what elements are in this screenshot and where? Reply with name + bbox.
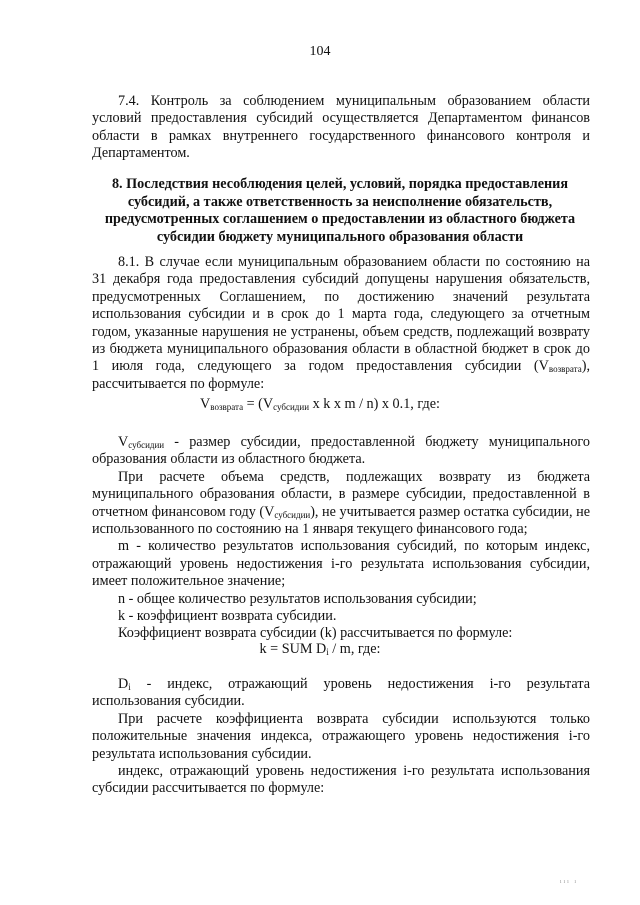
variable-v: V [538, 358, 549, 375]
formula-v: V [200, 396, 211, 412]
paragraph-7-4 [92, 93, 590, 163]
def-di-sub: i [128, 682, 131, 692]
corner-mark: ııı ı [559, 879, 578, 885]
def-di-text: - индекс, отражающий уровень недостижения i-го результата использования субсидии. [92, 676, 590, 710]
paragraph-7-4-text: 7.4. Контроль за соблюдением муниципальным образованием области условий предоставления субсидий осуществляется Департаментом финансов области в рамках внутреннего государственного финансового контроля и Департаментом. [92, 93, 590, 162]
paragraph-remainder [92, 469, 590, 539]
definition-m: m - количество результатов использования субсидий, по которым индекс, отражающий уровень недостижения i-го результата использования субсидии, имеет положительное значение; [92, 538, 590, 590]
remainder-sub: субсидии [274, 509, 311, 520]
paragraph-positive-values: При расчете коэффициента возврата субсидии используются только положительные значения индекса, отражающего уровень недостижения i-го результата использования субсидии. [92, 710, 590, 762]
formula-k [0, 641, 640, 658]
definition-k: k - коэффициент возврата субсидии. [118, 608, 337, 625]
paragraph-8-1 [92, 254, 590, 393]
formula-k-a: k = SUM D [259, 641, 327, 657]
paragraph-8-1-main: 8.1. В случае если муниципальным образованием области по состоянию на 31 декабря года предоставления субсидий допущены нарушения обязательств, предусмотренных Соглашением, по достижению значений результата использования субсидии и в срок до 1 марта года, следующего за отчетным годом, указанные нарушения не устранены, объем средств, подлежащий возврату из бюджета муниципального образования области в областной бюджет в срок до 1 июля года, следующего за годом предоставления субсидии ( [92, 254, 590, 375]
paragraph-k-formula-intro: Коэффициент возврата субсидии (k) рассчитывается по формуле: [118, 625, 513, 642]
definitions-block [92, 434, 590, 643]
def-vsub-var: V [118, 434, 129, 450]
definition-n: n - общее количество результатов использования субсидии; [118, 590, 477, 607]
def-di-var: D [118, 676, 129, 692]
page-number: 104 [309, 44, 331, 59]
formula-v-end: x k x m / n) x 0.1, где: [309, 396, 440, 412]
formula-v-mid: = (V [243, 396, 274, 412]
def-vsub-sub: субсидии [128, 440, 165, 450]
paragraph-8-1-end: ), рассчитывается по формуле: [92, 358, 590, 392]
paragraph-index-formula: индекс, отражающий уровень недостижения i-го результата использования субсидии рассчитывается по формуле: [92, 763, 590, 797]
remainder-a: При расчете объема средств, подлежащих возврату из бюджета муниципального образования области, в размере субсидии, предоставленной в отчетном финансовом году ( [92, 468, 590, 520]
remainder-var: V [264, 503, 275, 520]
def-vsub-text: - размер субсидии, предоставленной бюджету муниципального образования области из областного бюджета. [92, 434, 590, 468]
formula-k-sub: i [326, 647, 329, 657]
formula-v-sub: возврата [210, 402, 244, 412]
definition-v-subsidii [92, 434, 590, 469]
definition-di [92, 676, 590, 711]
closing-block [92, 676, 590, 798]
formula-v-vozvrata [0, 396, 640, 413]
formula-v-sub2: субсидии [273, 402, 310, 412]
paragraph-8-1-text [92, 254, 590, 393]
formula-k-b: / m, где: [328, 641, 381, 657]
remainder-b: ), не учитывается размер остатка субсидии, не использованного по состоянию на 1 января текущего финансового года; [92, 503, 590, 538]
subscript-vozvrata: возврата [548, 364, 582, 375]
section-8-title: 8. Последствия несоблюдения целей, условий, порядка предоставления субсидий, а также ответственность за неисполнение обязательств, предусмотренных соглашением о предоставлении из областного бюджета субсидии бюджету муниципального образования области [104, 176, 576, 245]
